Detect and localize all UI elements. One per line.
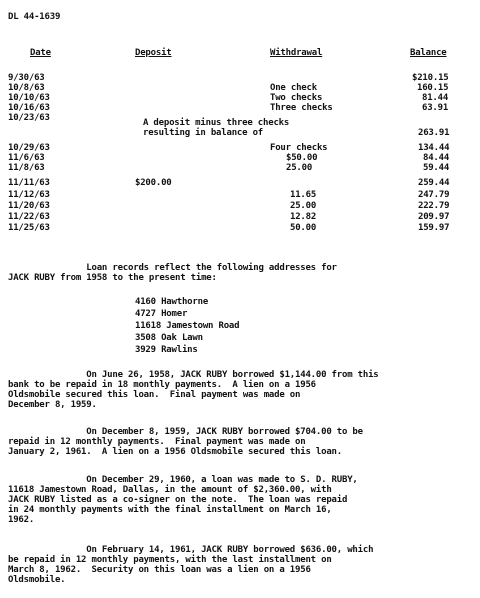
date-cell: 11/6/63 [8, 153, 45, 163]
balance-cell: 247.79 [418, 190, 450, 200]
address-line: 11618 Jamestown Road [135, 321, 240, 331]
date-cell: 11/25/63 [8, 223, 50, 233]
withdrawal-cell: 25.00 [290, 201, 317, 211]
balance-cell: $210.15 [412, 73, 449, 83]
address-line: 4160 Hawthorne [135, 297, 209, 307]
withdrawal-cell: 25.00 [286, 163, 313, 173]
date-cell: 10/10/63 [8, 93, 50, 103]
date-cell: 11/8/63 [8, 163, 45, 173]
col-header-deposit: Deposit [135, 48, 172, 58]
balance-cell: 63.91 [422, 103, 449, 113]
withdrawal-cell: 50.00 [290, 223, 317, 233]
loan-records-intro: Loan records reflect the following addresses for JACK RUBY from 1958 to the present time: [8, 263, 337, 283]
withdrawal-cell: Two checks [270, 93, 323, 103]
balance-cell: 81.44 [422, 93, 449, 103]
col-header-date: Date [30, 48, 51, 58]
deposit-note: A deposit minus three checks [143, 118, 290, 128]
loan-paragraph: On December 29, 1960, a loan was made to S. D. RUBY, 11618 Jamestown Road, Dallas, in the amount of $2,360.00, with JACK RUBY listed as a co-signer on the note. The loan was repaid in 24 monthly payments with the final installment on March 16, 1962. [8, 475, 358, 525]
balance-cell: 209.97 [418, 212, 450, 222]
balance-cell: 263.91 [418, 128, 450, 138]
deposit-cell: $200.00 [135, 178, 172, 188]
date-cell: 10/16/63 [8, 103, 50, 113]
withdrawal-cell: $50.00 [286, 153, 318, 163]
date-cell: 9/30/63 [8, 73, 45, 83]
balance-cell: 134.44 [418, 143, 450, 153]
date-cell: 10/8/63 [8, 83, 45, 93]
withdrawal-cell: Three checks [270, 103, 333, 113]
balance-cell: 259.44 [418, 178, 450, 188]
date-cell: 11/11/63 [8, 178, 50, 188]
deposit-note: resulting in balance of [143, 128, 264, 138]
date-cell: 10/23/63 [8, 113, 50, 123]
date-cell: 11/20/63 [8, 201, 50, 211]
withdrawal-cell: 12.82 [290, 212, 317, 222]
col-header-balance: Balance [410, 48, 447, 58]
withdrawal-cell: Four checks [270, 143, 328, 153]
withdrawal-cell: 11.65 [290, 190, 317, 200]
col-header-withdrawal: Withdrawal [270, 48, 323, 58]
date-cell: 10/29/63 [8, 143, 50, 153]
balance-cell: 160.15 [417, 83, 449, 93]
loan-paragraph: On December 8, 1959, JACK RUBY borrowed $704.00 to be repaid in 12 monthly payments. Final payment was made on January 2, 1961. A lien on a 1956 Oldsmobile secured this loan. [8, 427, 363, 457]
address-line: 3508 Oak Lawn [135, 333, 203, 343]
loan-paragraph: On February 14, 1961, JACK RUBY borrowed $636.00, which be repaid in 12 monthly payments, with the last installment on March 8, 1962. Security on this loan was a lien on a 1956 Oldsmobile. [8, 545, 374, 585]
balance-cell: 84.44 [423, 153, 450, 163]
date-cell: 11/12/63 [8, 190, 50, 200]
address-line: 4727 Homer [135, 309, 188, 319]
loan-paragraph: On June 26, 1958, JACK RUBY borrowed $1,144.00 from this bank to be repaid in 18 monthly payments. A lien on a 1956 Oldsmobile secured this loan. Final payment was made on December 8, 1959. [8, 370, 379, 410]
address-line: 3929 Rawlins [135, 345, 198, 355]
date-cell: 11/22/63 [8, 212, 50, 222]
balance-cell: 222.79 [418, 201, 450, 211]
file-number: DL 44-1639 [8, 12, 61, 22]
balance-cell: 159.97 [418, 223, 450, 233]
withdrawal-cell: One check [270, 83, 317, 93]
balance-cell: 59.44 [423, 163, 450, 173]
